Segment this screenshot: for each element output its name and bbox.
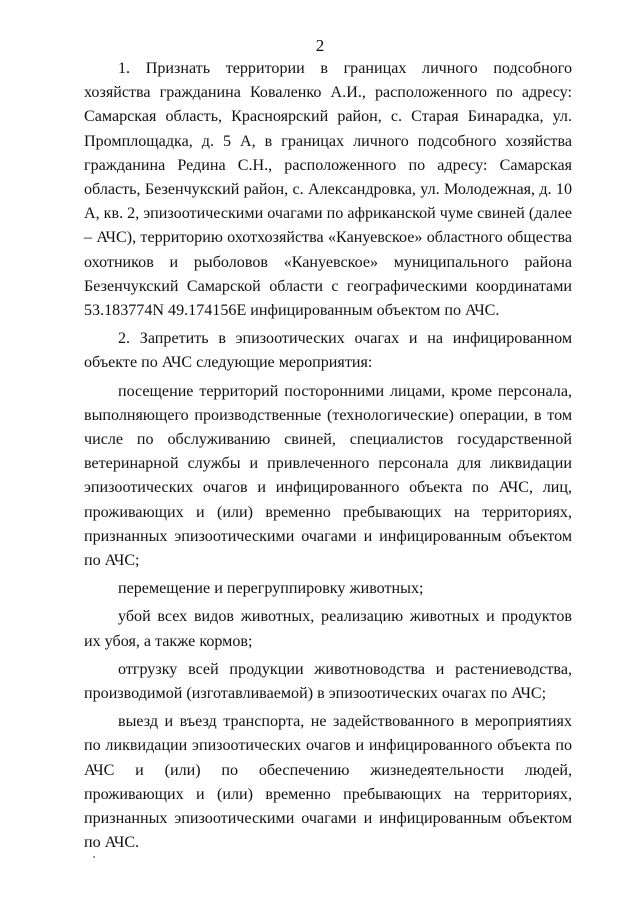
document-body	[84, 57, 572, 856]
paragraph-3: посещение территорий посторонними лицами, кроме персонала, выполняющего производственные (технологические) операции, в том числе по обслуживанию свиней, специалистов государственной ветеринарной службы и привлеченного персонала для ликвидации эпизоотических очагов и инфицированного объекта по АЧС, лиц, проживающих и (или) временно пребывающих на территориях, признанных эпизоотическими очагами и инфицированным объектом по АЧС;	[84, 382, 572, 570]
scan-speck	[93, 856, 95, 858]
paragraph-6: отгрузку всей продукции животноводства и растениеводства, производимой (изготавливаемой) в эпизоотических очагах по АЧС;	[84, 660, 572, 703]
paragraph-2: 2. Запретить в эпизоотических очагах и на инфицированном объекте по АЧС следующие мероприятия:	[84, 330, 572, 372]
paragraph-4: перемещение и перегруппировку животных;	[118, 580, 424, 598]
paragraph-5: убой всех видов животных, реализацию животных и продуктов их убоя, а также кормов;	[84, 608, 572, 650]
page-number: 2	[315, 36, 325, 55]
paragraph-7: выезд и въезд транспорта, не задействованного в мероприятиях по ликвидации эпизоотических очагов и инфицированного объекта по АЧС и (или) по обеспечению жизнедеятельности людей, проживающих и (или) временно пребывающих на территориях, признанных эпизоотическими очагами и инфицированным объектом по АЧС.	[84, 713, 572, 852]
paragraph-1: 1. Признать территории в границах личного подсобного хозяйства гражданина Коваленко А.И., расположенного по адресу: Самарская область, Красноярский район, с. Старая Бинарадка, ул. Промплощадка, д. 5 А, в границах личного подсобного хозяйства гражданина Редина С.Н., расположенного по адресу: Самарская область, Безенчукский район, с. Александровка, ул. Молодежная, д. 10 А, кв. 2, эпизоотическими очагами по африканской чуме свиней (далее – АЧС), территорию охотхозяйства «Кануевское» областного общества охотников и рыболовов «Кануевское» муниципального района Безенчукский Самарской области с географическими координатами 53.183774N 49.174156E инфицированным объектом по АЧС.	[84, 60, 572, 320]
